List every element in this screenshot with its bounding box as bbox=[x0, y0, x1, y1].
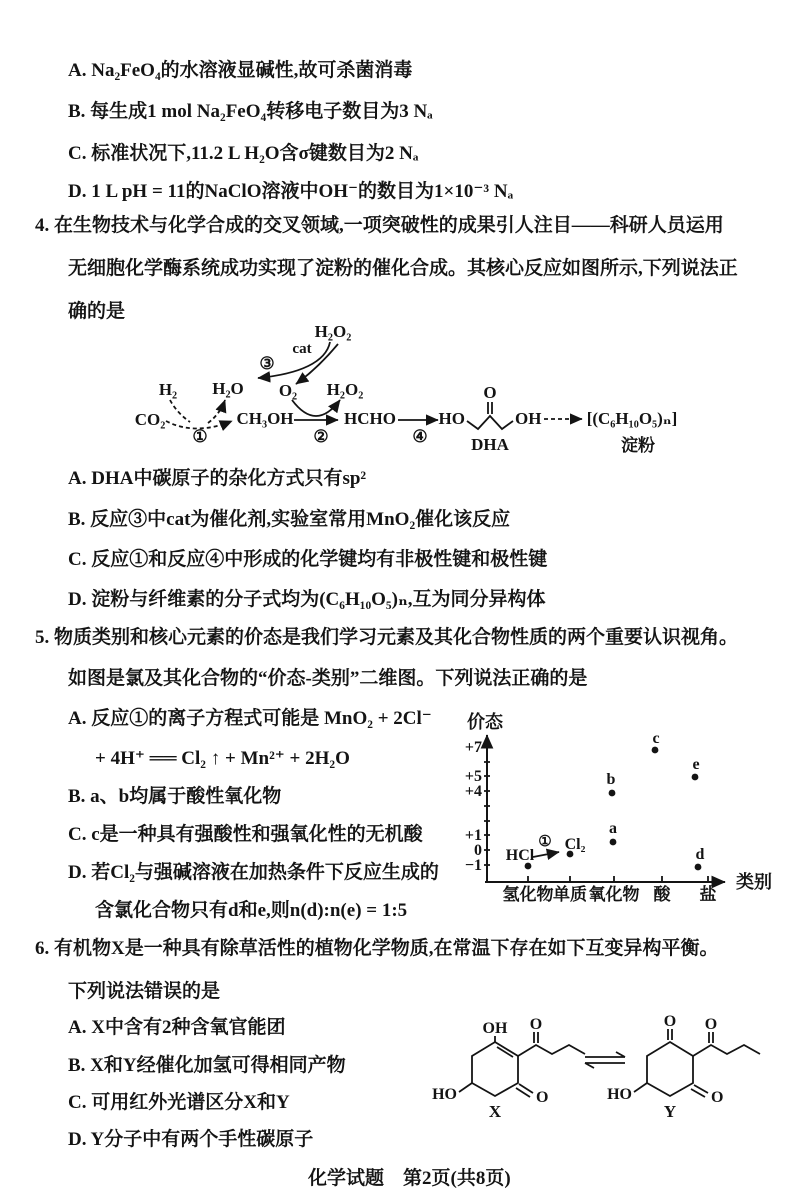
dha-o-label: O bbox=[483, 383, 497, 402]
q5-stem-line2: 如图是氯及其化合物的“价态-类别”二维图。下列说法正确的是 bbox=[68, 668, 588, 689]
label-step1: ① bbox=[538, 834, 552, 850]
starch-name-label: 淀粉 bbox=[621, 436, 655, 455]
cat-salt: 盐 bbox=[699, 885, 717, 904]
q5-stem-line1: 5. 物质类别和核心元素的价态是我们学习元素及其化合物性质的两个重要认识视角。 bbox=[35, 627, 739, 648]
q4-option-b: B. 反应③中cat为催化剂,实验室常用MnO₂催化该反应 bbox=[68, 509, 511, 530]
ytick-plus5: +5 bbox=[464, 768, 482, 785]
q6-option-b: B. X和Y经催化加氢可得相同产物 bbox=[68, 1055, 346, 1076]
reaction-scheme-diagram bbox=[130, 320, 690, 458]
dha-name-label: DHA bbox=[471, 435, 509, 454]
label-a: a bbox=[609, 820, 617, 837]
q4-stem-line2: 无细胞化学酶系统成功实现了淀粉的催化合成。其核心反应如图所示,下列说法正 bbox=[68, 258, 738, 279]
h2o2-top-label: H₂O₂ bbox=[314, 322, 352, 341]
hcl-to-cl2-arrow bbox=[533, 852, 559, 857]
q4-option-c: C. 反应①和反应④中形成的化学键均有非极性键和极性键 bbox=[68, 549, 548, 570]
ytick-plus4: +4 bbox=[464, 783, 482, 800]
dha-skeleton bbox=[467, 416, 513, 429]
q5-option-b: B. a、b均属于酸性氧化物 bbox=[68, 786, 282, 807]
q3-option-c: C. 标准状况下,11.2 L H₂O含σ键数目为2 Nₐ bbox=[68, 143, 419, 164]
molecule-x bbox=[432, 1016, 585, 1121]
point-e bbox=[692, 774, 699, 781]
y-bottom-o-label: O bbox=[711, 1089, 724, 1106]
hcho-label: HCHO bbox=[344, 409, 396, 428]
y-top-o-label: O bbox=[663, 1013, 677, 1030]
label-c: c bbox=[652, 730, 660, 747]
q5-option-d-line2: 含氯化合物只有d和e,则n(d):n(e) = 1:5 bbox=[95, 900, 408, 921]
y-name-label: Y bbox=[663, 1102, 677, 1121]
dha-carbonyl-double-bond bbox=[488, 402, 492, 414]
q5-option-a-line2: + 4H⁺ ══ Cl₂ ↑ + Mn²⁺ + 2H₂O bbox=[95, 748, 350, 769]
q6-stem-line1: 6. 有机物X是一种具有除草活性的植物化学物质,在常温下存在如下互变异构平衡。 bbox=[35, 938, 719, 959]
equilibrium-arrows bbox=[585, 1052, 625, 1068]
x-axis-title: 类别 bbox=[736, 872, 772, 892]
q6-option-a: A. X中含有2种含氧官能团 bbox=[68, 1017, 286, 1038]
cat-hydride: 氢化物 bbox=[502, 885, 554, 904]
q3-option-b: B. 每生成1 mol Na₂FeO₄转移电子数目为3 Nₐ bbox=[68, 101, 433, 122]
q4-stem-line1: 4. 在生物技术与化学合成的交叉领域,一项突破性的成果引人注目——科研人员运用 bbox=[35, 215, 724, 236]
ch3oh-label: CH₃OH bbox=[236, 409, 294, 428]
q3-option-a: A. Na₂FeO₄的水溶液显碱性,故可杀菌消毒 bbox=[68, 60, 413, 81]
q5-option-d-line1: D. 若Cl₂与强碱溶液在加热条件下反应生成的 bbox=[68, 862, 439, 883]
x-ring bbox=[472, 1042, 518, 1096]
x-acyl-double-bond bbox=[534, 1032, 538, 1043]
dha-ho-label: HO bbox=[438, 409, 465, 428]
label-cl2: Cl₂ bbox=[564, 836, 586, 853]
x-ketone-double-bond bbox=[516, 1084, 533, 1097]
data-points bbox=[525, 747, 702, 871]
ytick-plus1: +1 bbox=[464, 827, 482, 844]
valence-category-chart bbox=[435, 703, 790, 908]
page-footer: 化学试题 第2页(共8页) bbox=[308, 1168, 511, 1189]
starch-formula-label: [(C₆H₁₀O₅)ₙ] bbox=[586, 409, 678, 428]
cat-acid: 酸 bbox=[653, 885, 671, 904]
ytick-zero: 0 bbox=[474, 842, 482, 859]
equilibrium-reverse-arrow bbox=[585, 1063, 625, 1068]
molecule-y bbox=[607, 1013, 760, 1121]
dha-structure bbox=[439, 383, 542, 454]
dha-oh-label: OH bbox=[515, 409, 542, 428]
o2-to-h2o2-arc bbox=[292, 400, 340, 416]
step3-circle-label: ③ bbox=[259, 354, 275, 373]
ytick-minus1: −1 bbox=[464, 857, 482, 874]
y-ring bbox=[647, 1042, 693, 1096]
y-bottom-ketone-double-bond bbox=[691, 1085, 708, 1097]
q4-stem-line3: 确的是 bbox=[68, 301, 126, 322]
cat-oxide: 氧化物 bbox=[588, 885, 640, 904]
x-oh-label: OH bbox=[482, 1020, 508, 1037]
label-hcl: HCl bbox=[505, 847, 535, 864]
q6-option-c: C. 可用红外光谱区分X和Y bbox=[68, 1092, 290, 1113]
point-a bbox=[610, 839, 617, 846]
co2-label: CO₂ bbox=[134, 410, 166, 429]
y-ho-label: HO bbox=[607, 1086, 632, 1103]
tautomer-structures-diagram bbox=[425, 1005, 797, 1125]
y-top-ketone-double-bond bbox=[668, 1029, 672, 1040]
step4-circle-label: ④ bbox=[412, 427, 428, 446]
o2-label: O₂ bbox=[278, 381, 298, 400]
y-acyl-double-bond bbox=[709, 1032, 713, 1043]
equilibrium-forward-arrow bbox=[585, 1052, 625, 1057]
ytick-plus7: +7 bbox=[464, 739, 482, 756]
h2o-label: H₂O bbox=[212, 379, 244, 398]
q5-option-c: C. c是一种具有强酸性和强氧化性的无机酸 bbox=[68, 824, 423, 845]
x-ho-bond bbox=[459, 1083, 472, 1092]
point-c bbox=[652, 747, 659, 754]
q5-option-a-line1: A. 反应①的离子方程式可能是 MnO₂ + 2Cl⁻ bbox=[68, 708, 432, 729]
label-d: d bbox=[695, 846, 705, 863]
q4-option-d: D. 淀粉与纤维素的分子式均为(C₆H₁₀O₅)ₙ,互为同分异构体 bbox=[68, 589, 546, 610]
point-b bbox=[609, 790, 616, 797]
cat-label: cat bbox=[292, 341, 312, 357]
h2-in-arrow bbox=[170, 400, 190, 422]
h2o-out-arrow bbox=[208, 400, 225, 423]
x-name-label: X bbox=[488, 1102, 502, 1121]
y-side-chain bbox=[693, 1045, 760, 1056]
h2o2-product-label: H₂O₂ bbox=[326, 380, 364, 399]
step2-circle-label: ② bbox=[313, 427, 329, 446]
step1-circle-label: ① bbox=[192, 427, 208, 446]
point-d bbox=[695, 864, 702, 871]
y-acyl-o-label: O bbox=[704, 1016, 718, 1033]
x-acyl-o-label: O bbox=[529, 1016, 543, 1033]
q6-stem-line2: 下列说法错误的是 bbox=[68, 981, 221, 1002]
q6-option-d: D. Y分子中有两个手性碳原子 bbox=[68, 1129, 314, 1150]
x-ho-label: HO bbox=[432, 1086, 457, 1103]
cat-element: 单质 bbox=[553, 885, 587, 904]
q3-option-d: D. 1 L pH = 11的NaClO溶液中OH⁻的数目为1×10⁻³ Nₐ bbox=[68, 181, 514, 202]
label-b: b bbox=[606, 771, 616, 788]
x-ketone-o-label: O bbox=[536, 1089, 549, 1106]
y-axis-title: 价态 bbox=[467, 712, 503, 732]
label-e: e bbox=[692, 756, 700, 773]
y-ho-bond bbox=[634, 1083, 647, 1092]
q4-option-a: A. DHA中碳原子的杂化方式只有sp² bbox=[68, 468, 367, 489]
h2-label: H₂ bbox=[158, 380, 178, 399]
x-side-chain bbox=[518, 1045, 585, 1056]
